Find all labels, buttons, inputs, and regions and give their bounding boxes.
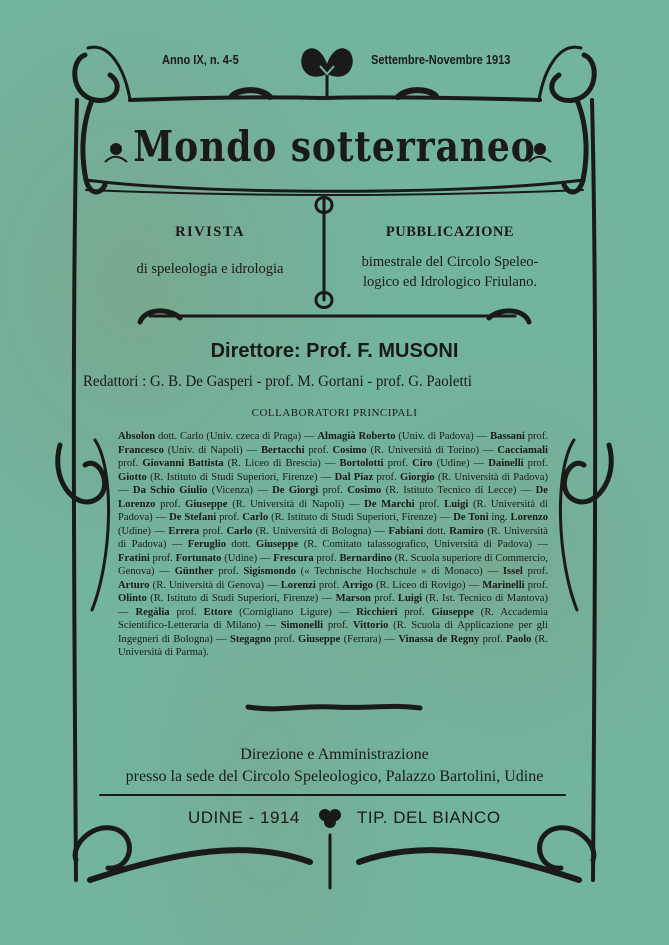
collaborator-name: De Toni xyxy=(453,512,489,523)
collaborator-name: Cosimo xyxy=(332,444,367,456)
collaborator-details: (Udine) — xyxy=(221,552,274,564)
collaborator-name: Marson xyxy=(335,593,371,604)
collaborator-details: (R. Università di Padova) — xyxy=(118,525,548,550)
collaborator-details: prof. xyxy=(213,566,244,577)
collaborator-name: De Marchi xyxy=(364,498,415,510)
collaborator-details: (R. Istituto di Studi Superiori, Firenze) — xyxy=(146,471,335,483)
collaborator-details: (R. Accademia Scientifico-Letteraria di Milano) — xyxy=(118,606,548,631)
collaborator-name: Frescura xyxy=(273,552,314,564)
collaborator-details: prof. xyxy=(149,552,176,564)
collaborator-details: prof. xyxy=(118,458,143,469)
footer-direction: Direzione e Amministrazione xyxy=(240,746,429,763)
collaborator-details: (R. Liceo di Brescia) — xyxy=(223,458,340,469)
collaborator-name: Arturo xyxy=(118,579,150,591)
collaborator-name: Bassani xyxy=(490,431,525,442)
editors-line: Redattori : G. B. De Gasperi - prof. M. Gortani - prof. G. Paoletti xyxy=(83,373,472,390)
collaborator-name: Giuseppe xyxy=(255,539,299,550)
collaborator-name: Luigi xyxy=(444,498,469,510)
collaborator-details: (R. Istituto Tecnico di Lecce) — xyxy=(381,485,536,496)
collaborator-details: (R. Ist. Tecnico di Mantova) — xyxy=(118,593,548,618)
collaborator-details: prof. xyxy=(479,633,507,645)
collaborator-name: Giuseppe xyxy=(431,606,474,618)
collaborator-details: (R. Università di Padova) — xyxy=(118,471,548,496)
collaborator-name: Marinelli xyxy=(482,579,525,591)
collaborator-name: Giovanni Battista xyxy=(142,458,224,469)
collaborator-details: (R. Università di Torino) — xyxy=(366,444,498,456)
poppy-flower-icon xyxy=(296,44,358,102)
collaborator-details: prof. xyxy=(524,431,548,442)
collaborator-name: Cosimo xyxy=(347,485,382,496)
collaborator-name: Cacciamali xyxy=(497,444,548,456)
collaborator-details: prof. xyxy=(313,552,340,564)
collaborators-list xyxy=(118,430,548,660)
collaborator-name: Ettore xyxy=(203,606,233,618)
collaborator-details: prof. xyxy=(323,620,353,631)
collaborator-name: Giuseppe xyxy=(297,633,341,645)
issue-period: Settembre-Novembre 1913 xyxy=(371,52,511,67)
collaborator-details: (Udine) — xyxy=(432,458,489,469)
collaborator-details: prof. xyxy=(383,458,413,469)
collaborator-details: (Univ. di Padova) — xyxy=(395,431,491,442)
collaborator-name: Luigi xyxy=(397,593,423,604)
collaborator-details: dott. Carlo (Univ. czeca di Praga) — xyxy=(155,431,318,442)
collaborator-details: (Univ. di Napoli) — xyxy=(163,444,261,456)
collaborator-details: dott. xyxy=(226,539,256,550)
footer-printer: TIP. DEL BIANCO xyxy=(357,808,501,827)
collaborator-name: Olinto xyxy=(118,593,147,604)
collaborator-details: ing. xyxy=(488,512,511,523)
collaborator-details: (« Technische Hochschule » di Monaco) — xyxy=(295,566,503,577)
collaborator-name: Simonelli xyxy=(280,620,324,631)
rivista-subtitle: di speleologia e idrologia xyxy=(136,261,284,277)
collaborator-name: Feruglio xyxy=(187,539,227,550)
collaborator-details: (R. Università di Napoli) — xyxy=(227,498,365,510)
collaborator-details: (R. Liceo di Rovigo) — xyxy=(372,579,483,591)
collaborator-name: Sigismondo xyxy=(243,566,296,577)
collaborator-name: Lorenzo xyxy=(510,512,548,523)
collaborator-details: prof. xyxy=(524,579,548,591)
pubblicazione-description xyxy=(335,252,565,292)
collaborator-name: Francesco xyxy=(118,444,164,456)
collaborator-name: Vinassa de Regny xyxy=(398,633,480,645)
collaborator-name: Stegagno xyxy=(229,633,272,645)
collaborator-details: (R. Scuola superiore di Commercio, Genova) — xyxy=(118,552,548,577)
collaborator-name: Fratini xyxy=(118,552,150,564)
collaborator-name: Lorenzi xyxy=(280,579,316,591)
collaborator-name: De Lorenzo xyxy=(118,485,548,510)
collaborator-name: Vittorio xyxy=(352,620,389,631)
collaborator-details: prof. xyxy=(304,444,333,456)
collaborator-name: Carlo xyxy=(226,525,253,537)
collaborator-details: (Udine) — xyxy=(118,525,169,537)
collaborator-details: prof. xyxy=(199,525,227,537)
collaborator-name: Bernardino xyxy=(339,552,392,564)
collaborator-name: Fortunato xyxy=(175,552,222,564)
collaborator-name: Paolo xyxy=(506,633,532,645)
collaborator-name: Dainelli xyxy=(488,458,524,469)
collaborator-details: (Vicenza) — xyxy=(207,485,273,496)
pubblicazione-line-1: bimestrale del Circolo Speleo- xyxy=(361,254,539,270)
collaborator-details: prof. xyxy=(271,633,298,645)
collaborator-details: (R. Comitato talassografico, Università di Padova) — xyxy=(298,539,548,550)
collaborator-details: (R. Università di Padova) — xyxy=(118,498,548,523)
collaborator-name: Ricchieri xyxy=(356,606,398,618)
collaborator-name: Dal Piaz xyxy=(334,471,374,483)
collaborator-details: (R. Istituto di Studi Superiori, Firenze) — xyxy=(268,512,454,523)
collaborator-name: Bertacchi xyxy=(260,444,305,456)
collaborator-name: Ramiro xyxy=(449,525,484,537)
director-line: Direttore: Prof. F. MUSONI xyxy=(210,340,459,362)
collaborator-name: Fabiani xyxy=(388,525,424,537)
pubblicazione-label: PUBBLICAZIONE xyxy=(385,224,515,240)
clover-leaf-icon xyxy=(316,806,344,830)
collaborator-details: (Ferrara) — xyxy=(340,633,399,645)
collaborator-details: (R. Università di Genova) — xyxy=(149,579,281,591)
collaborator-name: Bortolotti xyxy=(339,458,384,469)
collaborator-details: prof. xyxy=(169,606,204,618)
collaborator-name: Giotto xyxy=(118,471,147,483)
collaborator-name: Carlo xyxy=(242,512,269,523)
collaborator-name: Issel xyxy=(502,566,523,577)
collaborator-details: prof. xyxy=(523,458,548,469)
collaborator-details: (R. Scuola di Applicazione per gli Ingegneri di Bologna) — xyxy=(118,620,548,645)
collaborator-details: (R. Università di Bologna) — xyxy=(252,525,389,537)
collaborator-details: prof. xyxy=(414,498,445,510)
collaborator-name: Arrigo xyxy=(342,579,373,591)
collaborator-name: Giuseppe xyxy=(185,498,228,510)
collaborator-details: prof. xyxy=(397,606,432,618)
collaborators-heading: COLLABORATORI PRINCIPALI xyxy=(251,407,418,419)
collaborator-name: Ciro xyxy=(412,458,433,469)
magazine-title: Mondo sotterraneo xyxy=(133,122,536,171)
collaborator-details: prof. xyxy=(155,498,186,510)
collaborator-details: (R. Istituto di Studi Superiori, Firenze) — xyxy=(146,593,336,604)
pubblicazione-line-2: logico ed Idrologico Friulano. xyxy=(363,274,537,290)
collaborator-details: prof. xyxy=(216,512,243,523)
issue-number: Anno IX, n. 4-5 xyxy=(162,52,239,67)
collaborator-name: Günther xyxy=(174,566,214,577)
collaborator-details: prof. xyxy=(522,566,548,577)
footer-address: presso la sede del Circolo Speleologico, Palazzo Bartolini, Udine xyxy=(125,768,544,785)
collaborator-details: prof. xyxy=(373,471,400,483)
collaborator-details: (R. Università di Parma). xyxy=(118,633,548,658)
collaborator-name: Absolon xyxy=(118,431,156,442)
collaborator-details: (Cornigliano Ligure) — xyxy=(232,606,357,618)
rivista-label: RIVISTA xyxy=(175,224,245,240)
collaborator-details: prof. xyxy=(318,485,348,496)
collaborator-name: Almagià Roberto xyxy=(317,431,396,442)
collaborator-details: dott. xyxy=(423,525,450,537)
collaborator-name: Regàlia xyxy=(135,606,170,618)
footer-city-year: UDINE - 1914 xyxy=(188,808,300,827)
collaborator-name: Da Schio Giulio xyxy=(132,485,208,496)
collaborator-name: Errera xyxy=(168,525,200,537)
collaborator-details: prof. xyxy=(315,579,343,591)
collaborator-details: prof. xyxy=(370,593,398,604)
collaborator-name: De Giorgi xyxy=(272,485,319,496)
collaborator-name: De Stefani xyxy=(169,512,217,523)
collaborator-name: Giorgio xyxy=(399,471,435,483)
